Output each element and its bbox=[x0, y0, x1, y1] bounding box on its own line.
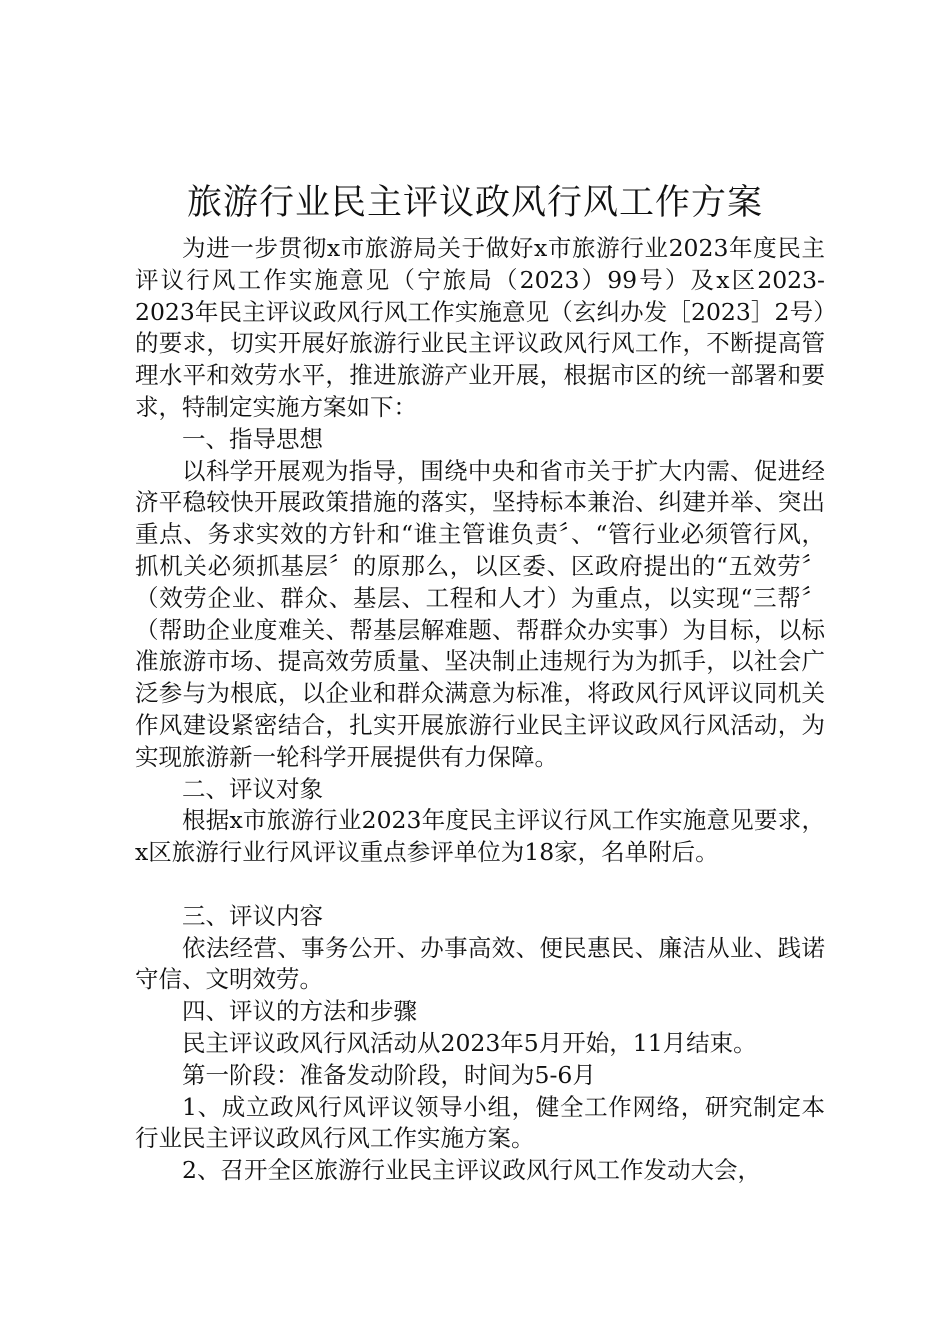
section-heading-methods-steps: 四、评议的方法和步骤 bbox=[182, 997, 417, 1026]
intro-paragraph: 为进一步贯彻x市旅游局关于做好x市旅游行业2023年度民主评议行风工作实施意见（宁旅局（2023）99号）及x区2023-2023年民主评议政风行风工作实施意见（玄纠办发［2023］2号）的要求，切实开展好旅游行业民主评议政风行风工作，不断提高管理水平和效劳水平，推进旅游产业开展，根据市区的统一部署和要求，特制定实施方案如下： bbox=[135, 234, 825, 421]
guiding-ideology-paragraph: 以科学开展观为指导，围绕中央和省市关于扩大内需、促进经济平稳较快开展政策措施的落实，坚持标本兼治、纠建并举、突出重点、务求实效的方针和“谁主管谁负责〞、“管行业必须管行风，抓机关必须抓基层〞的原那么，以区委、区政府提出的“五效劳〞（效劳企业、群众、基层、工程和人才）为重点，以实现“三帮〞（帮助企业度难关、帮基层解难题、帮群众办实事）为目标，以标准旅游市场、提高效劳质量、坚决制止违规行为为抓手，以社会广泛参与为根底，以企业和群众满意为标准，将政风行风评议同机关作风建设紧密结合，扎实开展旅游行业民主评议政风行风活动，为实现旅游新一轮科学开展提供有力保障。 bbox=[135, 456, 825, 771]
section-heading-guiding-ideology: 一、指导思想 bbox=[182, 424, 323, 453]
activity-period-paragraph: 民主评议政风行风活动从2023年5月开始，11月结束。 bbox=[182, 1028, 757, 1057]
phase-one-heading: 第一阶段：准备发动阶段，时间为5-6月 bbox=[182, 1060, 596, 1089]
document-body bbox=[135, 233, 825, 1187]
section-heading-evaluation-objects: 二、评议对象 bbox=[182, 774, 323, 803]
evaluation-objects-paragraph: 根据x市旅游行业2023年度民主评议行风工作实施意见要求，x区旅游行业行风评议重点参评单位为18家，名单附后。 bbox=[135, 806, 825, 867]
phase-one-item-2: 2、召开全区旅游行业民主评议政风行风工作发动大会， bbox=[182, 1156, 761, 1185]
blank-line bbox=[135, 869, 825, 901]
phase-one-item-1: 1、成立政风行风评议领导小组，健全工作网络，研究制定本行业民主评议政风行风工作实施方案。 bbox=[135, 1092, 825, 1153]
evaluation-content-paragraph: 依法经营、事务公开、办事高效、便民惠民、廉洁从业、践诺守信、文明效劳。 bbox=[135, 933, 825, 994]
section-heading-evaluation-content: 三、评议内容 bbox=[182, 901, 323, 930]
document-title: 旅游行业民主评议政风行风工作方案 bbox=[186, 183, 763, 223]
